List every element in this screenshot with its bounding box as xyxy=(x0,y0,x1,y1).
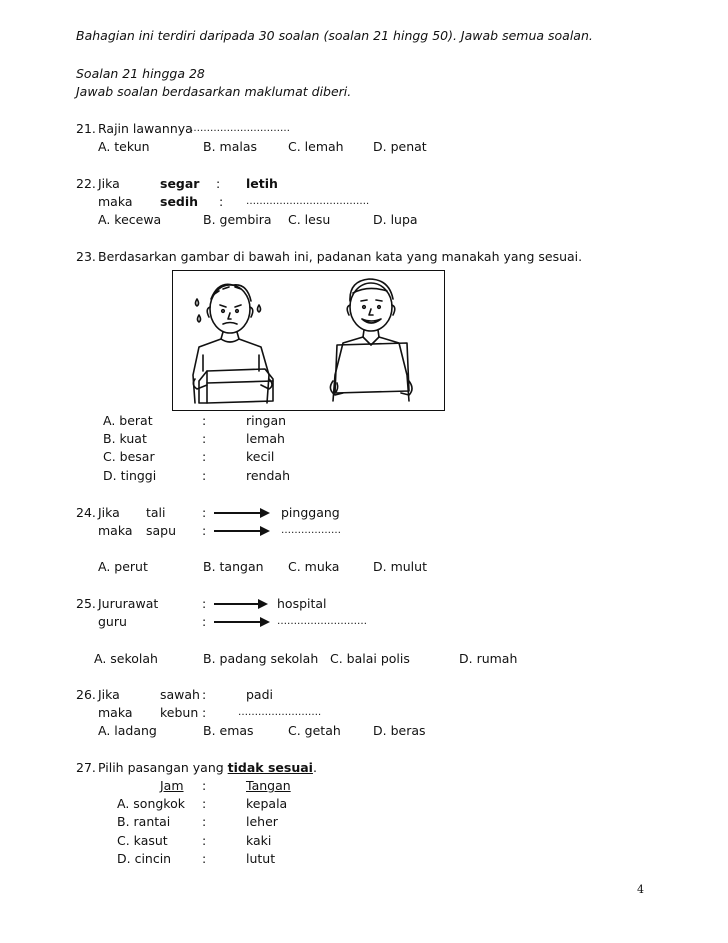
q25-colon-2: : xyxy=(202,614,207,629)
q21-option-a[interactable]: A. tekun xyxy=(98,139,150,154)
q22-colon-2: : xyxy=(219,194,224,209)
q22-colon-1: : xyxy=(216,176,221,191)
q24-colon-1: : xyxy=(202,505,207,520)
q22-word-segar: segar xyxy=(160,176,200,191)
q25-option-b[interactable]: B. padang sekolah xyxy=(203,651,319,666)
q24-word-sapu: sapu xyxy=(146,523,177,538)
q21-option-c[interactable]: C. lemah xyxy=(288,139,344,154)
page-number: 4 xyxy=(637,883,644,896)
q26-colon-1: : xyxy=(202,687,207,702)
q26-word-maka: maka xyxy=(98,705,133,720)
q27-number: 27. xyxy=(76,760,96,775)
q24-arrow-1 xyxy=(214,508,270,518)
q27-stem-emphasis: tidak sesuai xyxy=(227,760,313,775)
q27-stem-pre: Pilih pasangan yang xyxy=(98,760,224,775)
q27-option-b[interactable]: B. rantai xyxy=(117,814,171,829)
q25-option-d[interactable]: D. rumah xyxy=(459,651,518,666)
q24-colon-2: : xyxy=(202,523,207,538)
q27-option-b-pair: leher xyxy=(246,814,278,829)
q23-option-c[interactable]: C. besar xyxy=(103,449,155,464)
q26-word-padi: padi xyxy=(246,687,274,702)
q25-word-guru: guru xyxy=(98,614,127,629)
q21-blank: ………………………… xyxy=(190,123,290,134)
q22-word-letih: letih xyxy=(246,176,278,191)
q24-option-a[interactable]: A. perut xyxy=(98,559,148,574)
q25-colon-1: : xyxy=(202,596,207,611)
intro-text: Bahagian ini terdiri daripada 30 soalan (soalan 21 hingg 50). Jawab semua soalan. xyxy=(76,28,593,43)
q23-picture xyxy=(172,270,445,411)
q26-option-a[interactable]: A. ladang xyxy=(98,723,157,738)
q26-blank: ……………………. xyxy=(238,707,322,718)
q26-option-b[interactable]: B. emas xyxy=(203,723,254,738)
q22-option-a[interactable]: A. kecewa xyxy=(98,212,162,227)
q25-arrow-1 xyxy=(214,599,268,609)
q27-option-c[interactable]: C. kasut xyxy=(117,833,168,848)
q25-blank: ……………………… xyxy=(277,616,367,627)
q22-blank: ………………………………. xyxy=(246,196,370,207)
q24-word-maka: maka xyxy=(98,523,133,538)
q23-option-c-pair: kecil xyxy=(246,449,275,464)
q25-word-jururawat: Jururawat xyxy=(98,596,159,611)
q24-option-b[interactable]: B. tangan xyxy=(203,559,264,574)
q23-colon-d: : xyxy=(202,468,207,483)
q24-word-tali: tali xyxy=(146,505,166,520)
q27-option-c-pair: kaki xyxy=(246,833,272,848)
q24-number: 24. xyxy=(76,505,96,520)
q27-option-d[interactable]: D. cincin xyxy=(117,851,172,866)
q27-option-a-pair: kepala xyxy=(246,796,288,811)
q24-option-c[interactable]: C. muka xyxy=(288,559,340,574)
q27-colon-a: : xyxy=(202,796,207,811)
q26-word-jika: Jika xyxy=(98,687,120,702)
q27-head-tangan: Tangan xyxy=(246,778,291,793)
q24-word-pinggang: pinggang xyxy=(281,505,340,520)
q21-option-b[interactable]: B. malas xyxy=(203,139,258,154)
q26-number: 26. xyxy=(76,687,96,702)
q24-arrow-2 xyxy=(214,526,270,536)
q23-number: 23. xyxy=(76,249,96,264)
q22-word-maka: maka xyxy=(98,194,133,209)
q22-number: 22. xyxy=(76,176,96,191)
q25-word-hospital: hospital xyxy=(277,596,327,611)
q24-word-jika: Jika xyxy=(98,505,120,520)
q26-word-kebun: kebun xyxy=(160,705,199,720)
q24-option-d[interactable]: D. mulut xyxy=(373,559,427,574)
q26-word-sawah: sawah xyxy=(160,687,200,702)
section-instruction: Jawab soalan berdasarkan maklumat diberi. xyxy=(76,84,352,99)
q27-option-d-pair: lutut xyxy=(246,851,276,866)
q27-stem-post: . xyxy=(312,760,317,775)
two-boys-illustration xyxy=(173,271,443,409)
q23-colon-c: : xyxy=(202,449,207,464)
q27-colon-d: : xyxy=(202,851,207,866)
q23-option-b-pair: lemah xyxy=(246,431,285,446)
q25-option-c[interactable]: C. balai polis xyxy=(330,651,410,666)
q25-number: 25. xyxy=(76,596,96,611)
q26-colon-2: : xyxy=(202,705,207,720)
q27-option-a[interactable]: A. songkok xyxy=(117,796,185,811)
q23-option-d[interactable]: D. tinggi xyxy=(103,468,157,483)
q27-colon-b: : xyxy=(202,814,207,829)
q23-colon-b: : xyxy=(202,431,207,446)
q27-head-jam: Jam xyxy=(160,778,184,793)
q27-colon-c: : xyxy=(202,833,207,848)
q23-option-a[interactable]: A. berat xyxy=(103,413,153,428)
section-title: Soalan 21 hingga 28 xyxy=(76,66,205,81)
q22-word-sedih: sedih xyxy=(160,194,199,209)
q27-stem xyxy=(98,760,317,776)
q23-colon-a: : xyxy=(202,413,207,428)
q24-blank: ……………… xyxy=(281,525,341,536)
q22-option-d[interactable]: D. lupa xyxy=(373,212,418,227)
q27-head-colon: : xyxy=(202,778,207,793)
q23-stem: Berdasarkan gambar di bawah ini, padanan kata yang manakah yang sesuai. xyxy=(98,249,583,264)
q26-option-c[interactable]: C. getah xyxy=(288,723,341,738)
q25-arrow-2 xyxy=(214,617,270,627)
q22-option-b[interactable]: B. gembira xyxy=(203,212,272,227)
q21-option-d[interactable]: D. penat xyxy=(373,139,427,154)
q21-stem: Rajin lawannya xyxy=(98,121,193,136)
q26-option-d[interactable]: D. beras xyxy=(373,723,426,738)
q23-option-b[interactable]: B. kuat xyxy=(103,431,147,446)
q23-option-a-pair: ringan xyxy=(246,413,287,428)
q22-option-c[interactable]: C. lesu xyxy=(288,212,331,227)
q21-number: 21. xyxy=(76,121,96,136)
q22-word-jika: Jika xyxy=(98,176,120,191)
q23-option-d-pair: rendah xyxy=(246,468,290,483)
q25-option-a[interactable]: A. sekolah xyxy=(94,651,158,666)
